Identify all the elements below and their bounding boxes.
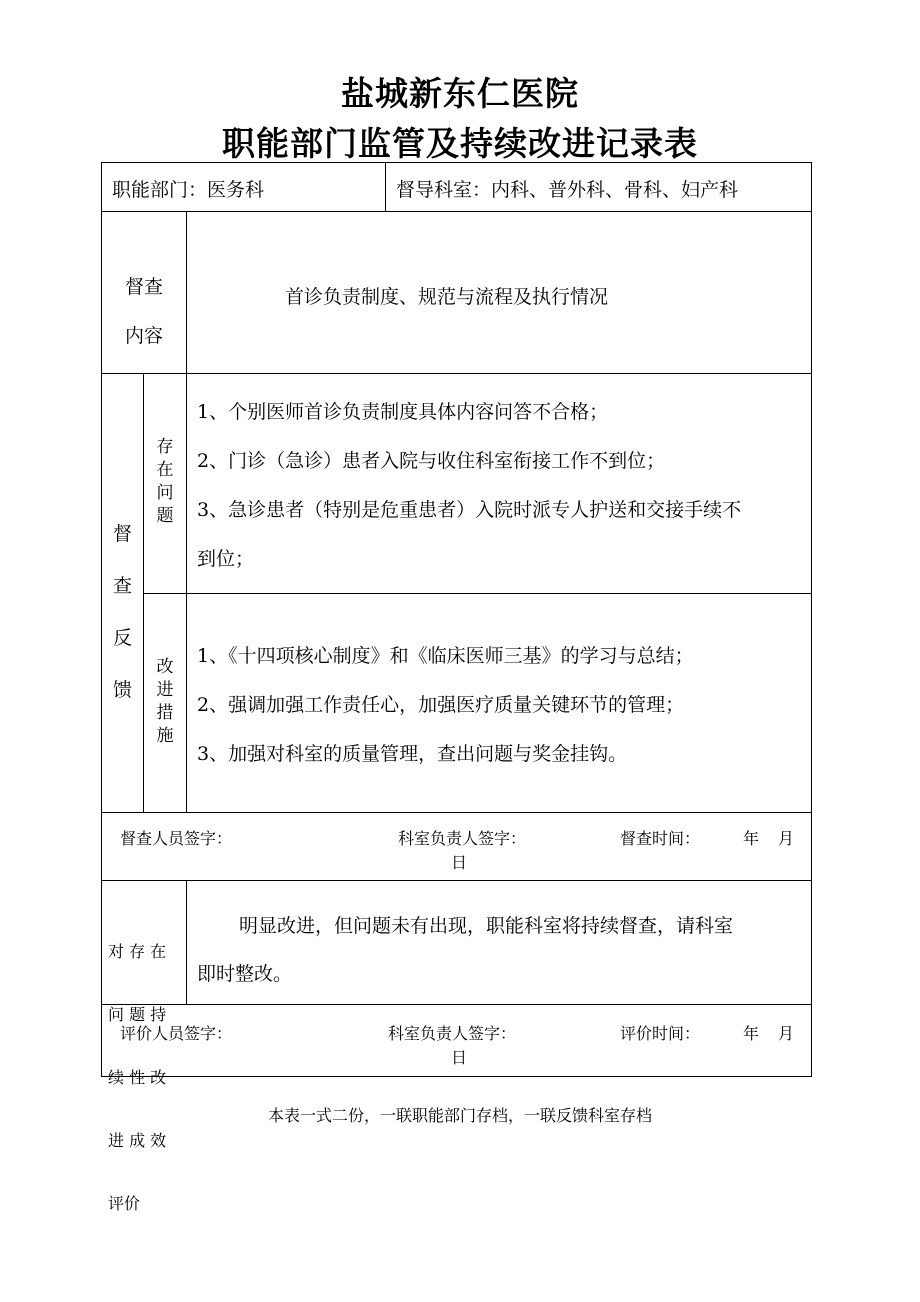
problem-item: 2、门诊（急诊）患者入院与收住科室衔接工作不到位；: [197, 450, 666, 472]
dept-head-signature-label: 科室负责人签字：: [398, 829, 527, 848]
problems-label: 存 在 问 题: [156, 437, 174, 526]
measure-item: 3、加强对科室的质量管理，查出问题与奖金挂钩。: [197, 743, 628, 765]
evaluation-line2: 即时整改。: [197, 963, 293, 985]
department-text: 职能部门：医务科: [112, 179, 265, 201]
evaluation-date-label: 评价时间：: [620, 1024, 701, 1043]
content-label-line2: 内容: [124, 325, 163, 347]
problems-list: [197, 388, 741, 584]
inspection-signature-row: [101, 812, 812, 881]
evaluation-label: 对 存 在 问 题 持 续 性 改 进 成 效 评价: [108, 942, 167, 1213]
department-cell: [101, 162, 386, 212]
evaluator-signature-label: 评价人员签字：: [120, 1024, 233, 1043]
dept-head-signature-label: 科室负责人签字：: [388, 1024, 517, 1043]
content-value-cell: [186, 211, 812, 374]
problems-cell: [186, 373, 812, 594]
problem-item: 1、个别医师首诊负责制度具体内容问答不合格；: [197, 401, 609, 423]
year-label: 年: [743, 1024, 760, 1043]
feedback-label-cell: [101, 373, 144, 813]
form-title: 职能部门监管及持续改进记录表: [222, 124, 698, 163]
supervised-cell: [385, 162, 812, 212]
measures-cell: [186, 593, 812, 813]
footer-note: 本表一式二份，一联职能部门存档，一联反馈科室存档: [267, 1106, 652, 1125]
evaluation-signature-row: [101, 1004, 812, 1077]
month-label: 月: [778, 1024, 795, 1043]
year-label: 年: [743, 829, 760, 848]
problem-item: 3、急诊患者（特别是危重患者）入院时派专人护送和交接手续不: [197, 499, 742, 521]
measures-list: [197, 632, 694, 779]
day-label: 日: [451, 853, 468, 872]
inspection-date-label: 督查时间：: [620, 829, 701, 848]
measures-label: 改 进 措 施: [156, 657, 174, 746]
month-label: 月: [778, 829, 795, 848]
feedback-label: 督 查 反 馈: [112, 523, 132, 701]
measure-item: 1、《十四项核心制度》和《临床医师三基》的学习与总结；: [197, 645, 694, 667]
inspector-signature-label: 督查人员签字：: [120, 829, 233, 848]
hospital-name: 盐城新东仁医院: [341, 74, 579, 113]
content-label-line1: 督查: [124, 276, 163, 298]
day-label: 日: [451, 1048, 468, 1067]
evaluation-cell: [186, 880, 812, 1005]
measures-label-cell: [143, 593, 187, 813]
supervised-text: 督导科室：内科、普外科、骨科、妇产科: [396, 179, 739, 201]
content-value: 首诊负责制度、规范与流程及执行情况: [285, 286, 609, 308]
problem-item: 到位；: [197, 548, 255, 570]
problems-label-cell: [143, 373, 187, 594]
measure-item: 2、强调加强工作责任心，加强医疗质量关键环节的管理；: [197, 694, 685, 716]
evaluation-line1: 明显改进，但问题未有出现，职能科室将持续督查，请科室: [239, 915, 734, 937]
content-label-cell: [101, 211, 187, 374]
